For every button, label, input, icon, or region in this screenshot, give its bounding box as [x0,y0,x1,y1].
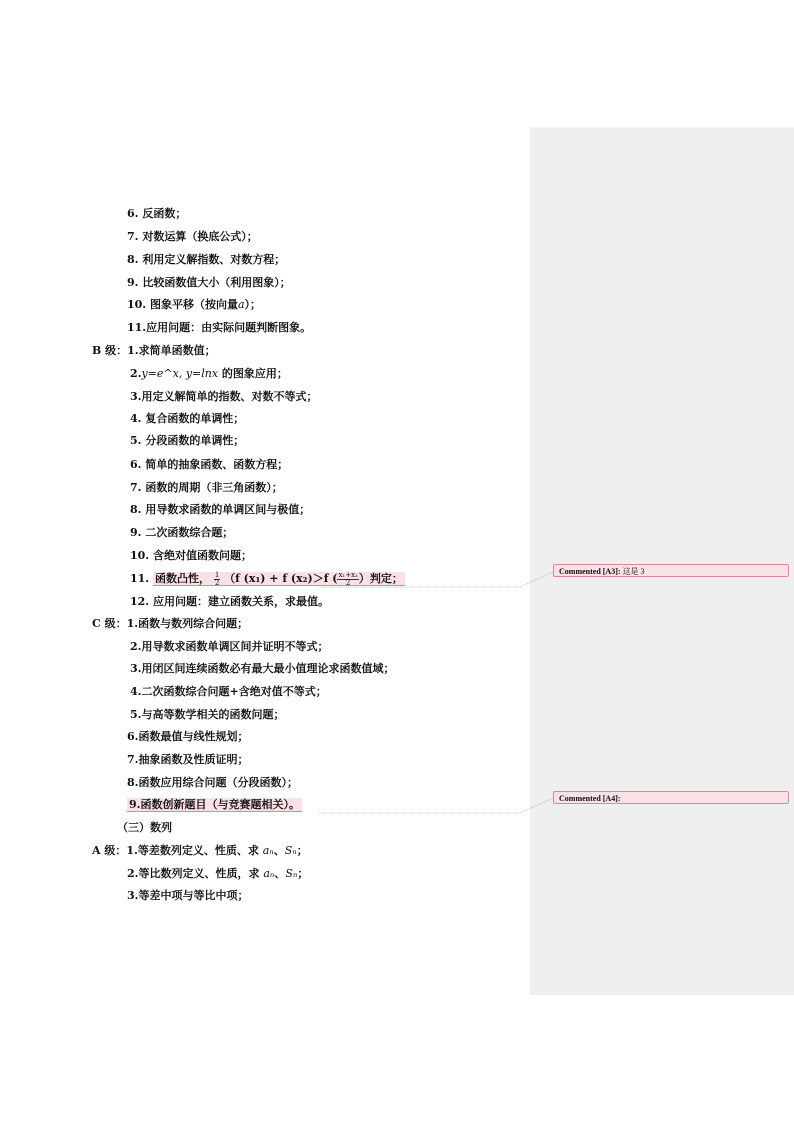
fraction-denominator: 2 [214,578,220,587]
item-line: 2.用导数求函数单调区间并证明不等式； [130,640,329,653]
comment-author: Commented [A3]: [559,567,621,576]
fraction [214,572,220,587]
item-line: 10. 含绝对值函数问题； [130,549,252,562]
math-expression: （f (x₁) + f (x₂)＞f ( [224,572,338,585]
item-line [127,866,308,882]
item-line: 4. 复合函数的单调性； [130,412,245,425]
item-line: 9. 二次函数综合题； [130,526,234,539]
item-line-commented [127,797,302,813]
item-line [127,297,261,313]
item-line: 4.二次函数综合问题+含绝对值不等式； [130,685,327,698]
item-text: ； [296,844,308,857]
item-line: 3.用定义解简单的指数、对数不等式； [130,390,318,403]
level-heading-a [92,843,308,859]
fraction [337,572,358,587]
item-line: 7. 对数运算（换底公式）； [127,230,258,243]
item-text: ）判定； [358,572,403,585]
fraction-numerator: 1 [214,570,220,579]
item-line: 8. 利用定义解指数、对数方程； [127,253,286,266]
comment-text: 这是 3 [620,567,645,576]
math-symbol: Sₙ [285,867,298,880]
item-line [130,366,288,382]
item-line: 5.与高等数学相关的函数问题； [130,708,285,721]
fraction-denominator: 2 [345,578,351,587]
comment-balloon-a3[interactable] [553,564,789,577]
comment-anchor-a4[interactable]: 9.函数创新题目（与竞赛题相关）。 [129,798,300,811]
item-text: A 级：1.等差数列定义、性质、求 [92,844,263,857]
item-text: ； [297,867,309,880]
section-heading: （三）数列 [117,821,172,834]
item-line: 6. 反函数； [127,207,187,220]
vector-symbol: a [237,298,245,311]
comment-anchor-a3[interactable] [153,572,405,586]
item-text: 、 [274,867,286,880]
comment-balloon-a4[interactable] [553,791,789,804]
item-line: 6. 简单的抽象函数、函数方程； [130,458,289,471]
item-line: 6.函数最值与线性规划； [127,730,249,743]
item-text: 、 [273,844,285,857]
level-heading-b: B 级：1.求简单函数值； [92,344,216,357]
math-symbol: Sₙ [284,844,297,857]
item-line: 5. 分段函数的单调性； [130,434,245,447]
item-line: 7.抽象函数及性质证明； [127,753,249,766]
item-text: 11. [130,572,153,585]
item-text: 2. [130,367,142,380]
item-line: 8. 用导数求函数的单调区间与极值； [130,503,311,516]
item-line: 12. 应用问题：建立函数关系，求最值。 [130,595,329,608]
level-heading-c: C 级：1.函数与数列综合问题； [92,617,249,630]
item-line: 11.应用问题：由实际问题判断图象。 [127,321,312,334]
math-symbol: aₙ [262,844,274,857]
comment-author: Commented [A4]: [559,794,621,803]
math-symbol: aₙ [263,867,275,880]
item-line-commented [130,571,405,587]
item-line: 8.函数应用综合问题（分段函数）； [127,776,298,789]
item-line: 3.等差中项与等比中项； [127,889,249,902]
item-text: 10. 图象平移（按向量 [127,298,238,311]
comment-connector-a4 [318,798,553,813]
item-line: 9. 比较函数值大小（利用图象）； [127,276,291,289]
item-text: 2.等比数列定义、性质，求 [127,867,264,880]
math-expression: y=e^x, y=lnx [141,367,219,380]
item-text: ）； [244,298,262,311]
item-text: 函数凸性， [154,572,210,585]
fraction-numerator: x₁+x₂ [338,570,358,579]
item-line: 7. 函数的周期（非三角函数）； [130,481,283,494]
item-line: 3.用闭区间连续函数必有最大最小值理论求函数值域； [130,662,395,675]
item-text: 的图象应用； [218,367,288,380]
